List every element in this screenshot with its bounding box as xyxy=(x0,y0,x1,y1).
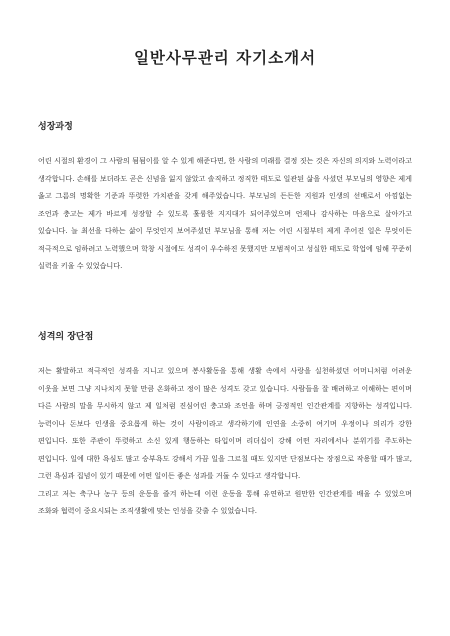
section-paragraph: 어린 시절의 환경이 그 사람의 됨됨이를 알 수 있게 해준다면, 한 사람의 미래를 결정 짓는 것은 자신의 의지와 노력이라고 생각합니다. 손해를 보더라도 곧은 신념을 잃지 않았고 솔직하고 정직한 태도로 일관된 삶을 사셨던 부모님의 영향은 제게 옳고 그름의 명확한 기준과 뚜렷한 가치관을 갖게 해주었습니다. 부모님의 든든한 지원과 인생의 선배로서 아낌없는 조언과 충고는 제가 바르게 성장할 수 있도록 훌륭한 지지대가 되어주었으며 언제나 감사하는 마음으로 살아가고 있습니다. 늘 최선을 다하는 삶이 무엇인지 보여주셨던 부모님을 통해 저는 어린 시절부터 제게 주어진 일은 무엇이든 적극적으로 임하려고 노력했으며 학창 시절에도 성격이 우수하진 못했지만 모범적이고 성실한 태도로 학업에 임해 꾸준히 실력을 키울 수 있었습니다. xyxy=(38,156,413,270)
section-heading: 성격의 장단점 xyxy=(38,332,94,342)
section-heading: 성장과정 xyxy=(38,122,73,132)
section-growth xyxy=(38,119,412,275)
section-personality xyxy=(38,329,412,520)
section-paragraph: 그리고 저는 축구나 농구 등의 운동을 즐겨 하는데 이런 운동을 통해 유연하고 원만한 인간관계를 배울 수 있었으며 조화와 협력이 중요시되는 조직생활에 맞는 인성을 갖출 수 있었습니다. xyxy=(38,488,412,515)
document-title: 일반사무관리 자기소개서 xyxy=(133,48,317,67)
section-paragraph: 저는 활발하고 적극적인 성격을 지니고 있으며 봉사활동을 통해 생활 속에서 사랑을 실천하셨던 어머니처럼 어려운 이웃을 보면 그냥 지나치지 못할 만큼 온화하고 정이 많은 성격도 갖고 있습니다. 사람들을 잘 배려하고 이해하는 편이며 다른 사람의 말을 무시하지 않고 제 일처럼 진심어린 충고와 조언을 하며 긍정적인 인간관계를 지향하는 성격입니다. 능력이나 돈보다 인생을 중요롭게 하는 것이 사람이라고 생각하기에 인연을 소중히 여기며 우정이나 의리가 강한 편입니다. 또한 주관이 뚜렷하고 소신 있게 행동하는 타입이며 리더십이 강해 어떤 자리에서나 분위기를 주도하는 편입니다. 일에 대한 욕심도 많고 승부욕도 강해서 가끔 일을 그르칠 때도 있지만 단점보다는 장점으로 작용할 때가 많고, 그런 욕심과 집념이 있기 때문에 어떤 일이든 좋은 성과를 거둘 수 있다고 생각합니다. xyxy=(38,366,412,480)
